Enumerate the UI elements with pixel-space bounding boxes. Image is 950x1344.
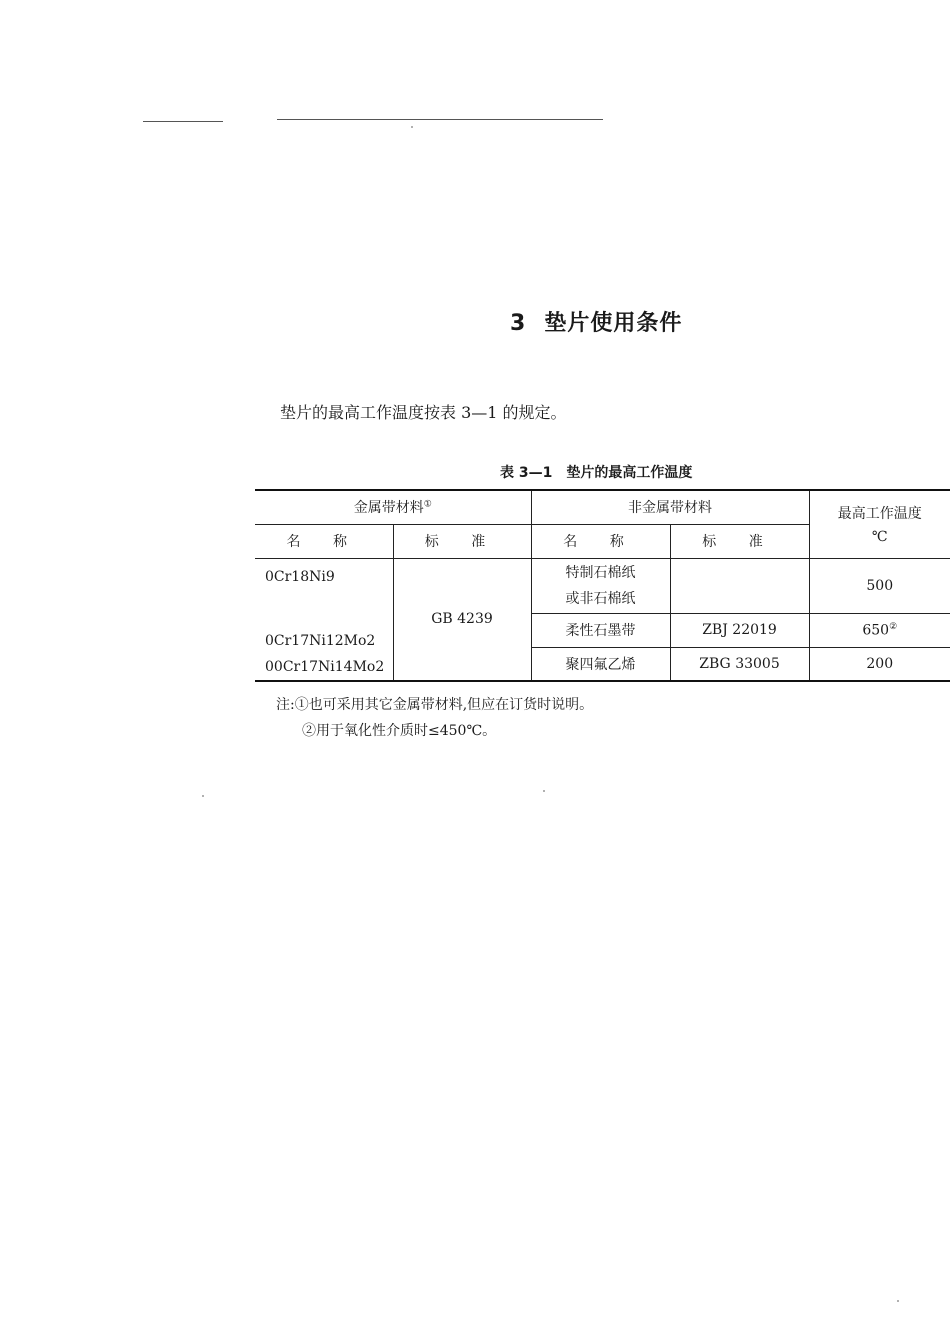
scan-speck [543, 790, 545, 792]
note-2: ②用于氧化性介质时≤450℃。 [302, 723, 497, 739]
nonmetal-name-cell: 柔性石墨带 [531, 613, 670, 647]
scan-speck [202, 795, 204, 797]
metal-name-1: 0Cr18Ni9 [265, 568, 335, 585]
metal-group-header [255, 490, 531, 524]
metal-names-cell [255, 558, 393, 681]
metal-name-2: 0Cr17Ni12Mo2 [265, 632, 376, 649]
scan-speck [897, 1300, 899, 1302]
metal-standard-cell: GB 4239 [393, 558, 531, 681]
nonmetal-standard-header-label: 标 准 [702, 534, 777, 550]
temperature-table [255, 489, 950, 682]
metal-group-note-marker: ① [423, 499, 432, 510]
note-1: 注:①也可采用其它金属带材料,但应在订货时说明。 [276, 697, 594, 713]
nonmetal-name-header-label: 名 称 [563, 534, 638, 550]
metal-name-header-label: 名 称 [286, 534, 361, 550]
nonmetal-name-line2: 或非石棉纸 [565, 590, 636, 607]
table-notes [276, 692, 593, 744]
table-caption-title: 垫片的最高工作温度 [566, 465, 693, 481]
header-rule-right [277, 119, 603, 120]
nonmetal-name-line1: 特制石棉纸 [565, 564, 636, 581]
temp-note-marker: ② [889, 621, 898, 632]
temp-cell: 200 [809, 647, 950, 681]
section-heading [510, 306, 682, 337]
table-caption [500, 462, 692, 482]
table-row [255, 558, 950, 613]
metal-name-header [255, 524, 393, 558]
temp-header [809, 490, 950, 558]
nonmetal-name-header [531, 524, 670, 558]
header-rule-left [143, 121, 223, 122]
nonmetal-standard-cell: ZBG 33005 [670, 647, 809, 681]
section-number: 3 [510, 311, 527, 336]
nonmetal-standard-cell: ZBJ 22019 [670, 613, 809, 647]
scan-speck [411, 126, 413, 128]
metal-name-3: 00Cr17Ni14Mo2 [265, 658, 385, 675]
table-header-row [255, 490, 950, 524]
table-caption-number: 表 3—1 [500, 465, 553, 481]
nonmetal-name-cell [531, 558, 670, 613]
section-title: 垫片使用条件 [544, 311, 683, 336]
temp-cell [809, 613, 950, 647]
temp-value: 650 [862, 622, 890, 639]
intro-paragraph: 垫片的最高工作温度按表 3—1 的规定。 [280, 403, 567, 422]
nonmetal-group-header: 非金属带材料 [531, 490, 809, 524]
temp-header-unit: ℃ [871, 529, 888, 546]
nonmetal-name-cell: 聚四氟乙烯 [531, 647, 670, 681]
metal-standard-header [393, 524, 531, 558]
metal-standard-header-label: 标 准 [424, 534, 500, 550]
temp-header-label: 最高工作温度 [837, 506, 922, 523]
nonmetal-standard-cell [670, 558, 809, 613]
nonmetal-standard-header [670, 524, 809, 558]
metal-group-label: 金属带材料 [353, 500, 424, 517]
temp-cell: 500 [809, 558, 950, 613]
